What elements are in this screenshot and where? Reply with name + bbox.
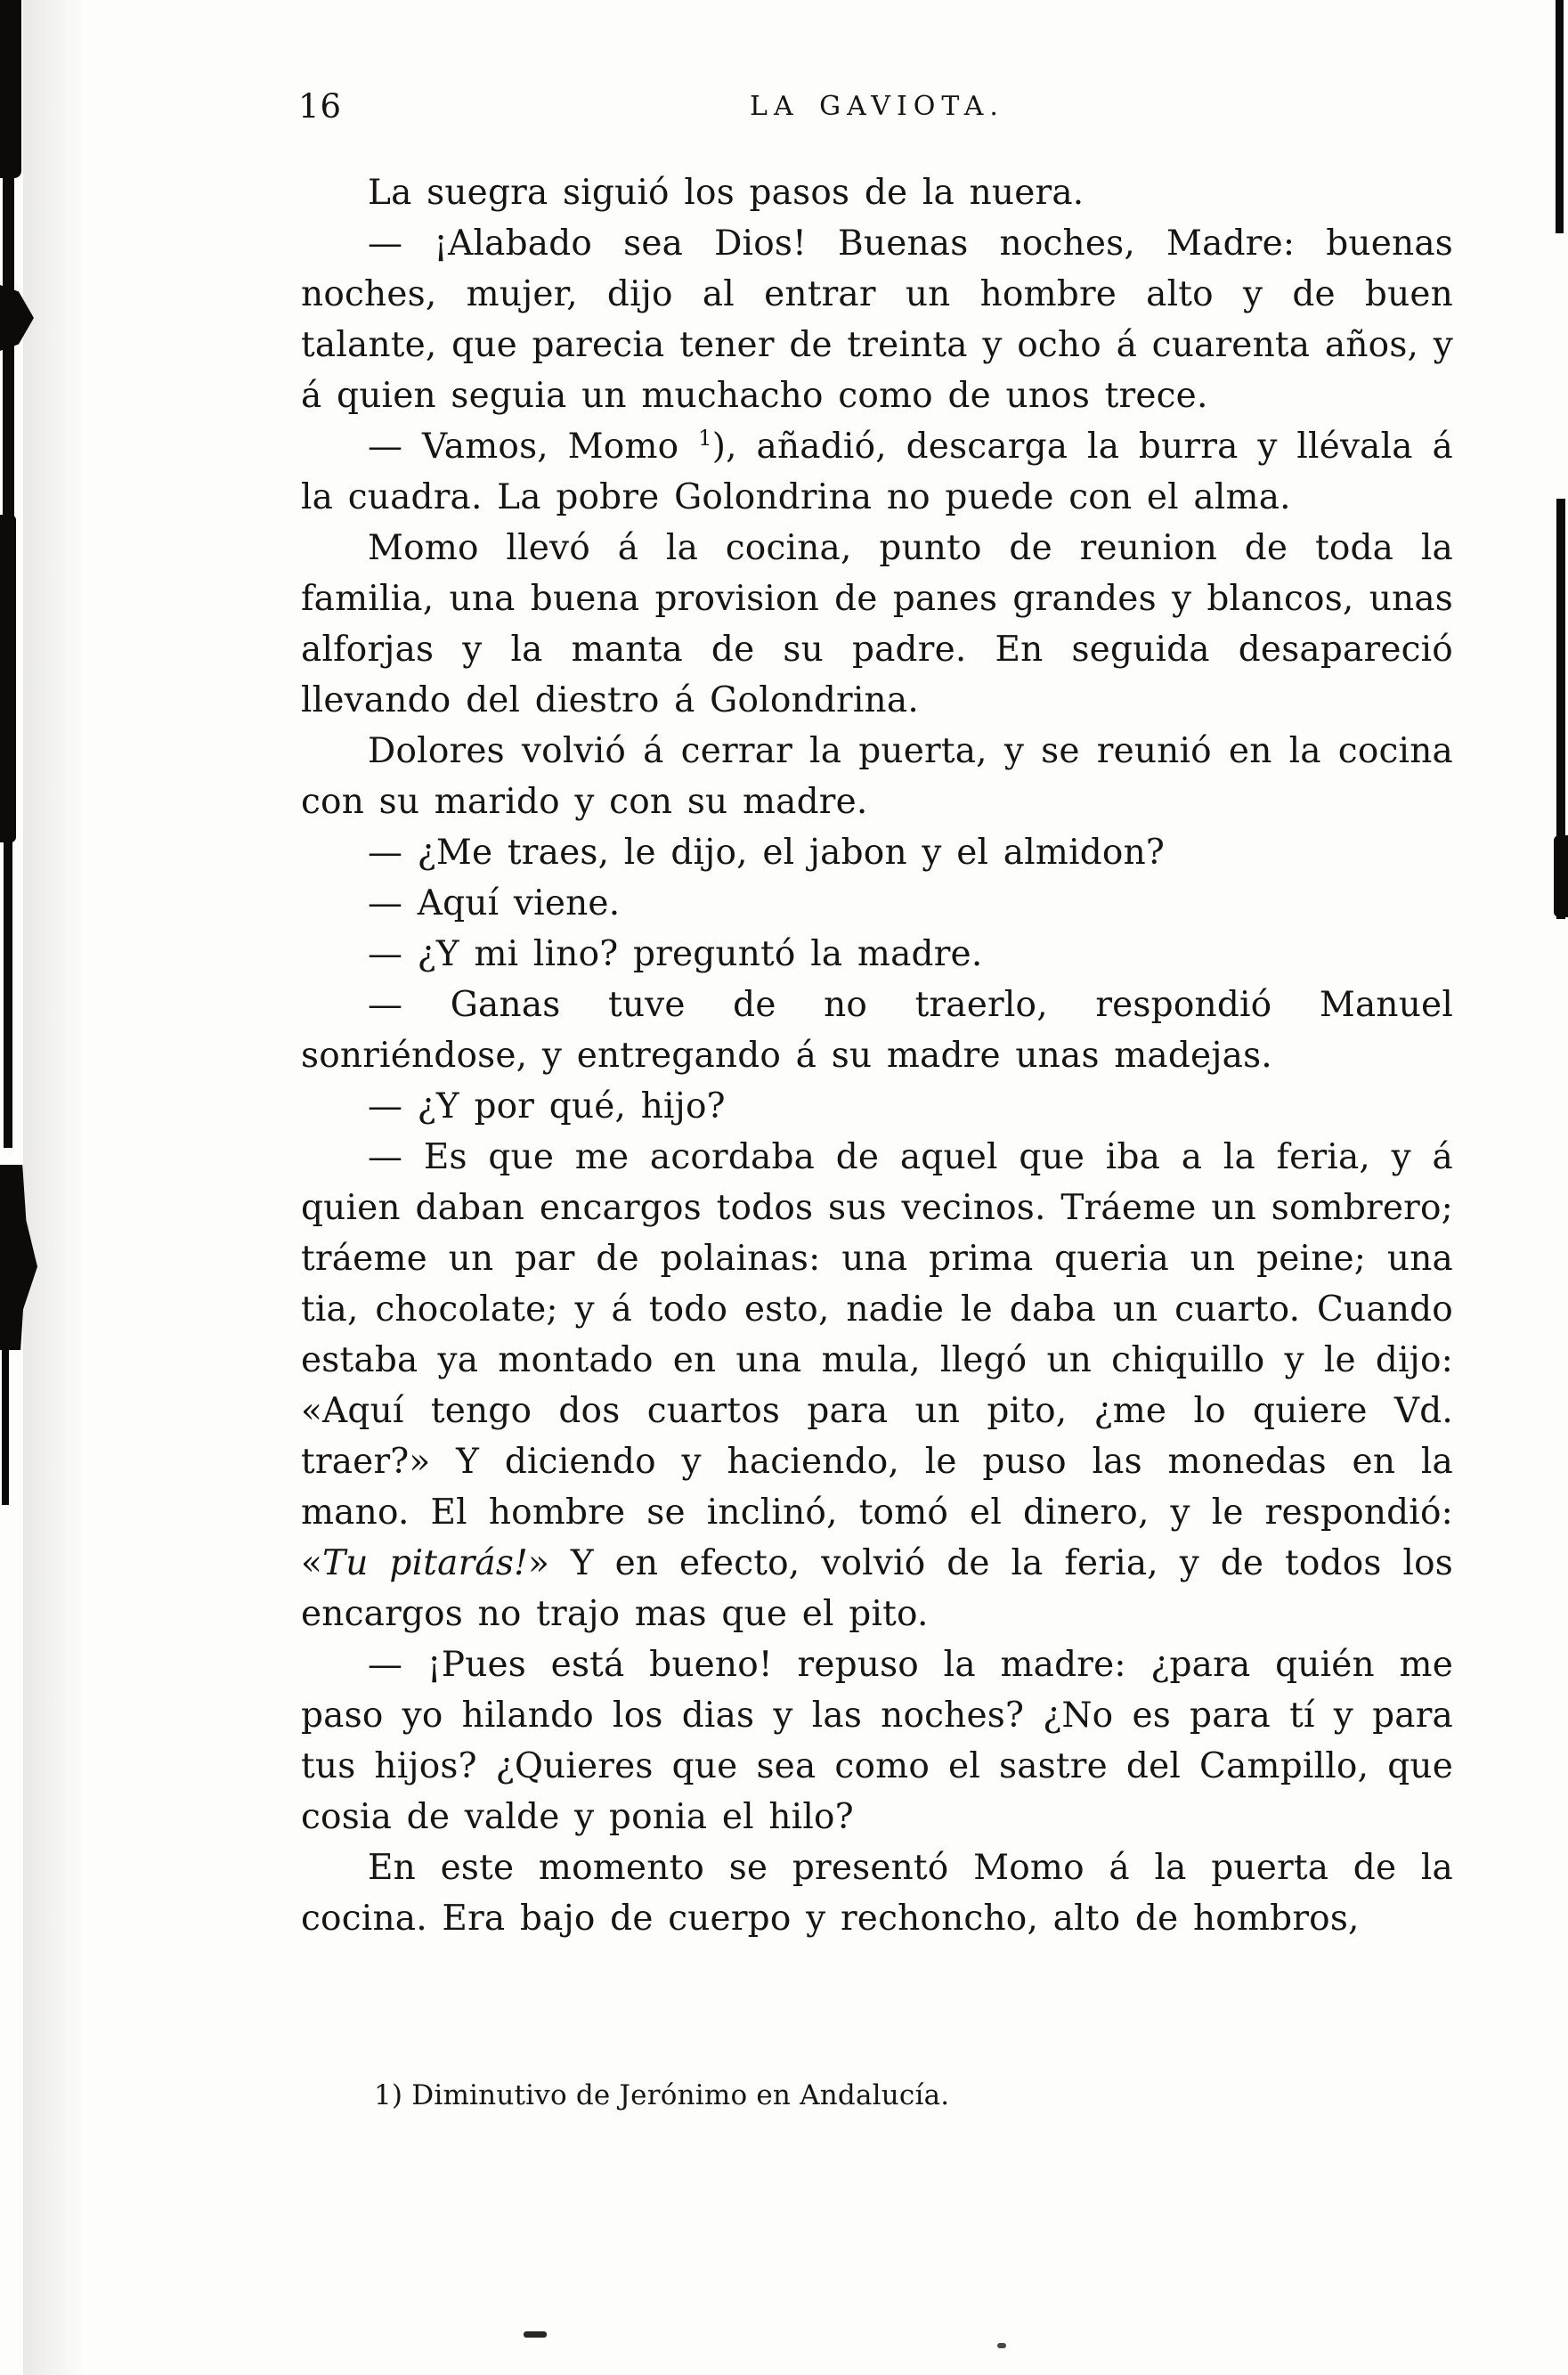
- scan-edge-mark: [3, 176, 14, 516]
- paragraph-text: — Es que me acordaba de aquel que iba a la feria, y á quien daban encargos todos sus vecinos. Tráeme un sombrero; tráeme un par de polainas: una prima queria un peine; una tia, chocolate; y á todo esto, nadie le daba un cuarto. Cuando estaba ya montado en una mula, llegó un chiquillo y le dijo: «Aquí tengo dos cuartos para un pito, ¿me lo quiere Vd. traer?» Y diciendo y haciendo, le puso las monedas en la mano. El hombre se inclinó, tomó el dinero, y le respondió: «: [301, 1137, 1453, 1583]
- page-header: [298, 85, 1456, 130]
- scan-edge-mark: [0, 285, 34, 351]
- scan-edge-mark: [1554, 835, 1568, 917]
- scan-edge-mark: [524, 2331, 547, 2338]
- paragraph: — ¡Pues está bueno! repuso la madre: ¿para quién me paso yo hilando los dias y las noches? ¿No es para tí y para tus hijos? ¿Quieres que sea como el sastre del Campillo, que cosia de valde y ponia el hilo?: [301, 1645, 1453, 1837]
- paragraph: — ¿Y por qué, hijo?: [368, 1086, 726, 1126]
- paragraph: Momo llevó á la cocina, punto de reunion de toda la familia, una buena provision de panes grandes y blancos, unas alforjas y la manta de su padre. En seguida desapareció llevando del diestro á Golondrina.: [301, 528, 1453, 720]
- footnote-marker: 1: [698, 426, 712, 451]
- italic-phrase: Tu pitarás!: [322, 1543, 528, 1583]
- scan-edge-mark: [4, 841, 12, 1148]
- page-number: 16: [298, 87, 343, 126]
- scan-edge-mark: [2, 1349, 9, 1505]
- paragraph: [301, 421, 1453, 523]
- paragraph: En este momento se presentó Momo á la puerta de la cocina. Era bajo de cuerpo y rechoncho, alto de hombros,: [301, 1848, 1453, 1939]
- scan-edge-mark: [997, 2343, 1006, 2348]
- paragraph: — ¿Me traes, le dijo, el jabon y el almidon?: [368, 833, 1166, 873]
- scan-edge-mark: [0, 1165, 37, 1350]
- paragraph: [301, 1132, 1453, 1639]
- paragraph-text: ), añadió, descarga la burra y llévala á la cuadra. La pobre Golondrina no puede con el alma.: [301, 427, 1453, 517]
- paragraph: La suegra siguió los pasos de la nuera.: [368, 173, 1085, 213]
- paragraph: — ¡Alabado sea Dios! Buenas noches, Madre: buenas noches, mujer, dijo al entrar un hombre alto y de buen talante, que parecia tener de treinta y ocho á cuarenta años, y á quien seguia un muchacho como de unos trece.: [301, 224, 1453, 416]
- paragraph: — Aquí viene.: [368, 883, 621, 923]
- paragraph-text: — Vamos, Momo: [368, 427, 699, 467]
- scan-edge-mark: [1556, 499, 1565, 919]
- scan-edge-mark: [0, 515, 16, 842]
- scan-edge-mark: [1556, 0, 1564, 233]
- paragraph: — ¿Y mi lino? preguntó la madre.: [368, 934, 983, 974]
- paragraph: Dolores volvió á cerrar la puerta, y se reunió en la cocina con su marido y con su madre.: [301, 731, 1453, 822]
- running-title: LA GAVIOTA.: [750, 91, 1004, 122]
- paragraph-text: » Y en efecto, volvió de la feria, y de todos los encargos no trajo mas que el pito.: [301, 1543, 1453, 1634]
- scan-edge-mark: [0, 0, 21, 178]
- footnote: 1) Diminutivo de Jerónimo en Andalucía.: [374, 2079, 950, 2111]
- paragraph: — Ganas tuve de no traerlo, respondió Manuel sonriéndose, y entregando á su madre unas madejas.: [301, 985, 1453, 1076]
- binding-gutter-shadow: [23, 0, 85, 2375]
- text-block: [301, 167, 1453, 1944]
